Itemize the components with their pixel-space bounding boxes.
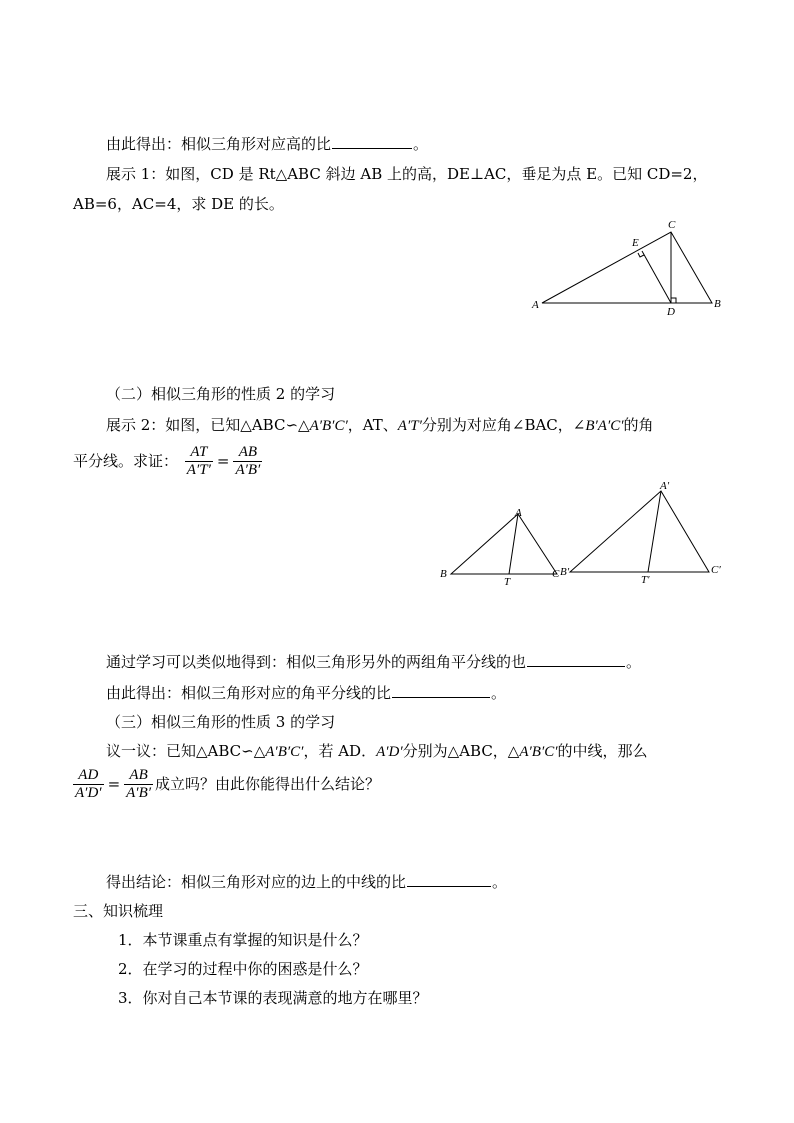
numerator: AT [185, 444, 213, 462]
fraction-ad [73, 767, 104, 802]
fraction-at [185, 444, 213, 479]
denominator: A′B′ [235, 461, 261, 478]
period: 。 [492, 873, 508, 891]
text: 成立吗？由此你能得出什么结论？ [155, 775, 381, 793]
example-1-line-2: AB=6，AC=4，求 DE 的长。 [73, 195, 284, 213]
angle-name: B′A′C′ [585, 418, 624, 434]
figure-1-right-triangle [530, 218, 730, 318]
example-2-line-1 [106, 415, 654, 436]
text: 得出结论：相似三角形对应的边上的中线的比 [106, 873, 407, 891]
answer-blank[interactable] [527, 652, 625, 667]
period: 。 [491, 684, 507, 702]
summary-item: 1．本节课重点有掌握的知识是什么？ [118, 931, 368, 949]
denominator: A′B′ [126, 784, 152, 801]
numerator: AB [233, 444, 262, 462]
triangle-abc [542, 232, 712, 303]
fraction-ab [124, 767, 153, 802]
label-t: T [504, 576, 511, 588]
segment-name: A′D′ [376, 744, 403, 760]
label-b: B [440, 568, 447, 580]
period: 。 [626, 653, 642, 671]
bisector-at [509, 514, 518, 574]
triangle-name: A′B′C′ [265, 744, 304, 760]
numerator: AB [124, 767, 153, 785]
label-a: A [532, 299, 539, 311]
text: ，若 AD． [303, 742, 377, 760]
text: 的中线，那么 [557, 742, 648, 760]
example-1-line-1: 展示 1：如图，CD 是 Rt△ABC 斜边 AB 上的高，DE⊥AC，垂足为点 E。已知 CD=2， [106, 165, 708, 183]
discussion-line-2 [71, 763, 380, 804]
answer-blank[interactable] [407, 872, 491, 887]
text: ，AT、 [347, 416, 398, 434]
segment-name: A′T′ [397, 418, 422, 434]
label-b: B [714, 298, 721, 310]
label-c: C [668, 219, 676, 231]
summary-title: 三、知识梳理 [73, 902, 164, 920]
conclusion-altitude-ratio [106, 134, 428, 154]
numerator: AD [73, 767, 104, 785]
section-3-title: （三）相似三角形的性质 3 的学习 [106, 713, 336, 731]
text: 分别为△ABC，△ [402, 742, 520, 760]
right-angle-mark-d [671, 298, 676, 303]
label-t-prime: T′ [641, 574, 650, 586]
discussion-line-1 [106, 741, 648, 762]
summary-item: 2．在学习的过程中你的困惑是什么？ [118, 960, 368, 978]
text: 通过学习可以类似地得到：相似三角形另外的两组角平分线的也 [106, 653, 527, 671]
label-c: C [552, 568, 560, 580]
section-2-title: （二）相似三角形的性质 2 的学习 [106, 385, 336, 403]
segment-de [642, 251, 671, 303]
label-a: A [515, 507, 522, 519]
equals: = [107, 775, 121, 793]
label-c-prime: C′ [711, 564, 721, 576]
fraction-ab [233, 444, 262, 479]
label-d: D [667, 306, 675, 318]
bisector-a2t2 [648, 491, 661, 572]
answer-blank[interactable] [392, 683, 490, 698]
period: 。 [413, 135, 429, 153]
denominator: A′D′ [75, 784, 102, 801]
example-2-line-2 [73, 440, 264, 481]
text: 由此得出：相似三角形对应的角平分线的比 [106, 684, 392, 702]
bisector-ratio-conclusion [106, 683, 506, 703]
text: 分别为对应角∠BAC，∠ [421, 416, 586, 434]
triangle-name: A′B′C′ [519, 744, 558, 760]
figure-2-similar-triangles [436, 476, 736, 596]
triangle-a2b2c2 [570, 491, 709, 572]
label-a-prime: A′ [660, 480, 670, 492]
median-ratio-conclusion [106, 872, 507, 892]
equals: = [216, 452, 230, 470]
text: 议一议：已知△ABC∽△ [106, 742, 266, 760]
denominator: A′T′ [186, 461, 211, 478]
triangle-abc [451, 514, 557, 574]
label-e: E [632, 237, 639, 249]
text: 的角 [623, 416, 654, 434]
summary-item: 3．你对自己本节课的表现满意的地方在哪里？ [118, 989, 428, 1007]
text: 展示 2：如图，已知△ABC∽△ [106, 416, 310, 434]
answer-blank[interactable] [332, 134, 412, 149]
triangle-name: A′B′C′ [309, 418, 348, 434]
analogy-conclusion [106, 652, 641, 672]
conclusion-text: 由此得出：相似三角形对应高的比 [106, 135, 332, 153]
label-b-prime: B′ [560, 566, 570, 578]
text: 平分线。求证： [73, 452, 179, 470]
